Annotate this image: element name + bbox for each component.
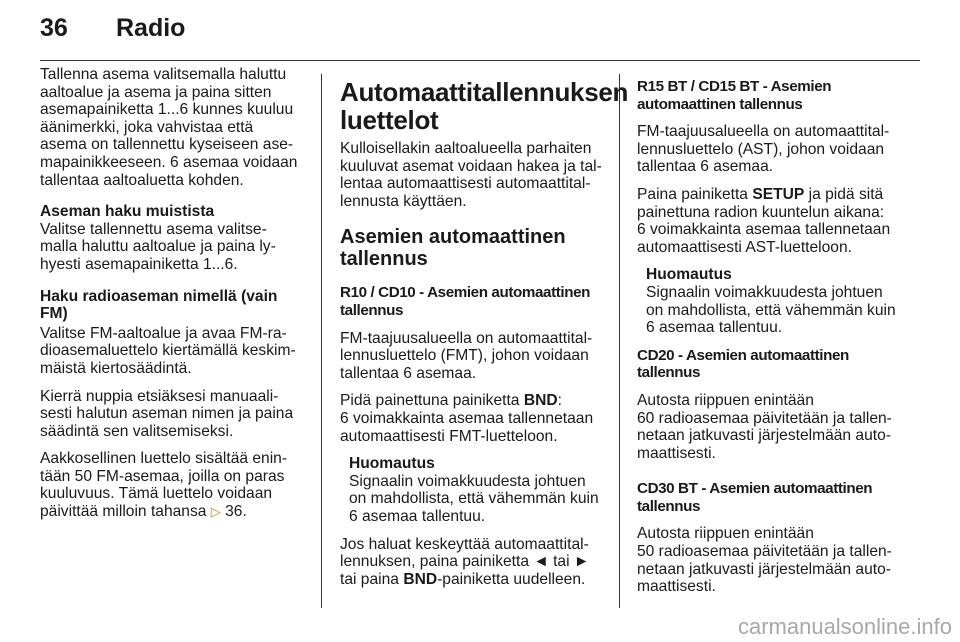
section-title: Radio — [116, 14, 186, 42]
paragraph-name-search-1: Valitse FM-aaltoalue ja avaa FM-ra- dioasemaluettelo kiertämällä keskim- mäistä kiertosäädintä. — [40, 324, 296, 377]
watermark: carmanualsonline.info — [737, 614, 952, 639]
heading-recall: Aseman haku muistista — [40, 203, 215, 221]
paragraph-alpha-list: Aakkosellinen luettelo sisältää enin- tään 50 FM-asemaa, joilla on paras kuuluvuus. Tämä luettelo voidaan päivittää milloin tahansa ▷ 36. — [40, 450, 288, 521]
page-ref-icon[interactable]: ▷ — [210, 504, 221, 520]
key-bnd: BND — [523, 392, 558, 410]
page-ref-link[interactable]: 36. — [225, 503, 247, 521]
paragraph-bnd: Pidä painettuna painiketta BND: 6 voimakkainta asemaa tallennetaan automaattisesti FMT-luetteloon. — [340, 392, 594, 445]
paragraph-setup: Paina painiketta SETUP ja pidä sitä painettuna radion kuuntelun aikana: 6 voimakkainta asemaa tallennetaan automaattisesti AST-luetteloon. — [637, 185, 891, 256]
column-divider-1 — [321, 74, 322, 608]
heading-name-search: Haku radioaseman nimellä (vain FM) — [40, 287, 278, 323]
column-2 — [340, 66, 629, 598]
page-number: 36 — [40, 14, 68, 42]
note-box: Huomautus Signaalin voimakkuudesta johtuen on mahdollista, että vähemmän kuin 6 asemaa tallentuu. — [349, 455, 599, 525]
paragraph-name-search-2: Kierrä nuppia etsiäksesi manuaali- sesti halutun aseman nimen ja paina säädintä sen valitsemiseksi. — [40, 387, 294, 440]
heading-auto-store-lists: Automaattitallennuksen luettelot — [340, 77, 629, 135]
key-setup: SETUP — [752, 185, 805, 203]
header-rule — [40, 60, 920, 61]
heading-r10-cd10: R10 / CD10 - Asemien automaattinen tallennus — [340, 284, 591, 319]
column-3 — [637, 66, 909, 606]
paragraph-cancel: Jos haluat keskeyttää automaattital- lennuksen, paina painiketta ◄ tai ► tai paina BND-painiketta uudelleen. — [340, 535, 590, 588]
note-title: Huomautus — [349, 455, 435, 473]
note-box-2: Huomautus Signaalin voimakkuudesta johtuen on mahdollista, että vähemmän kuin 6 asemaa tallentuu. — [646, 266, 896, 337]
column-1 — [40, 66, 308, 531]
key-bnd-2: BND — [403, 570, 438, 588]
heading-cd20: CD20 - Asemien automaattinen tallennus — [637, 346, 849, 382]
paragraph-cd20: Autosta riippuen enintään 60 radioasemaa päivitetään ja tallen- netaan jatkuvasti järjestelmään auto- maattisesti. — [637, 391, 892, 462]
paragraph-store-station: Tallenna asema valitsemalla haluttu aaltoalue ja asema ja paina sitten asemapainiketta 1...6 kunnes kuuluu äänimerkki, joka vahvistaa että asema on tallennettu kyseiseen ase- mapainikkeeseen. 6 asemaa voidaan tallentaa aaltoaluetta kohden. — [40, 66, 298, 189]
column-divider-2 — [619, 74, 620, 608]
heading-r15-cd15: R15 BT / CD15 BT - Asemien automaattinen tallennus — [637, 78, 832, 113]
paragraph-recall: Aseman haku muistista Valitse tallennettu asema valitse- malla haluttu aaltoalue ja paina ly- hyesti asemapainiketta 1...6. — [40, 203, 276, 273]
paragraph-intro: Kulloisellakin aaltoalueella parhaiten kuuluvat asemat voidaan hakea ja tal- lentaa automaattisesti automaattital- lennusta käyttäen. — [340, 140, 602, 210]
note-title-2: Huomautus — [646, 266, 732, 284]
heading-cd30: CD30 BT - Asemien automaattinen tallennus — [637, 480, 873, 515]
paragraph-cd30: Autosta riippuen enintään 50 radioasemaa päivitetään ja tallen- netaan jatkuvasti järjestelmään auto- maattisesti. — [637, 525, 892, 596]
heading-auto-store: Asemien automaattinen tallennus — [340, 226, 566, 271]
paragraph-ast: FM-taajuusalueella on automaattital- lennusluettelo (AST), johon voidaan tallentaa 6 asemaa. — [637, 123, 890, 176]
page-header — [0, 0, 960, 62]
paragraph-fmt: FM-taajuusalueella on automaattital- lennusluettelo (FMT), johon voidaan tallentaa 6 asemaa. — [340, 329, 593, 382]
